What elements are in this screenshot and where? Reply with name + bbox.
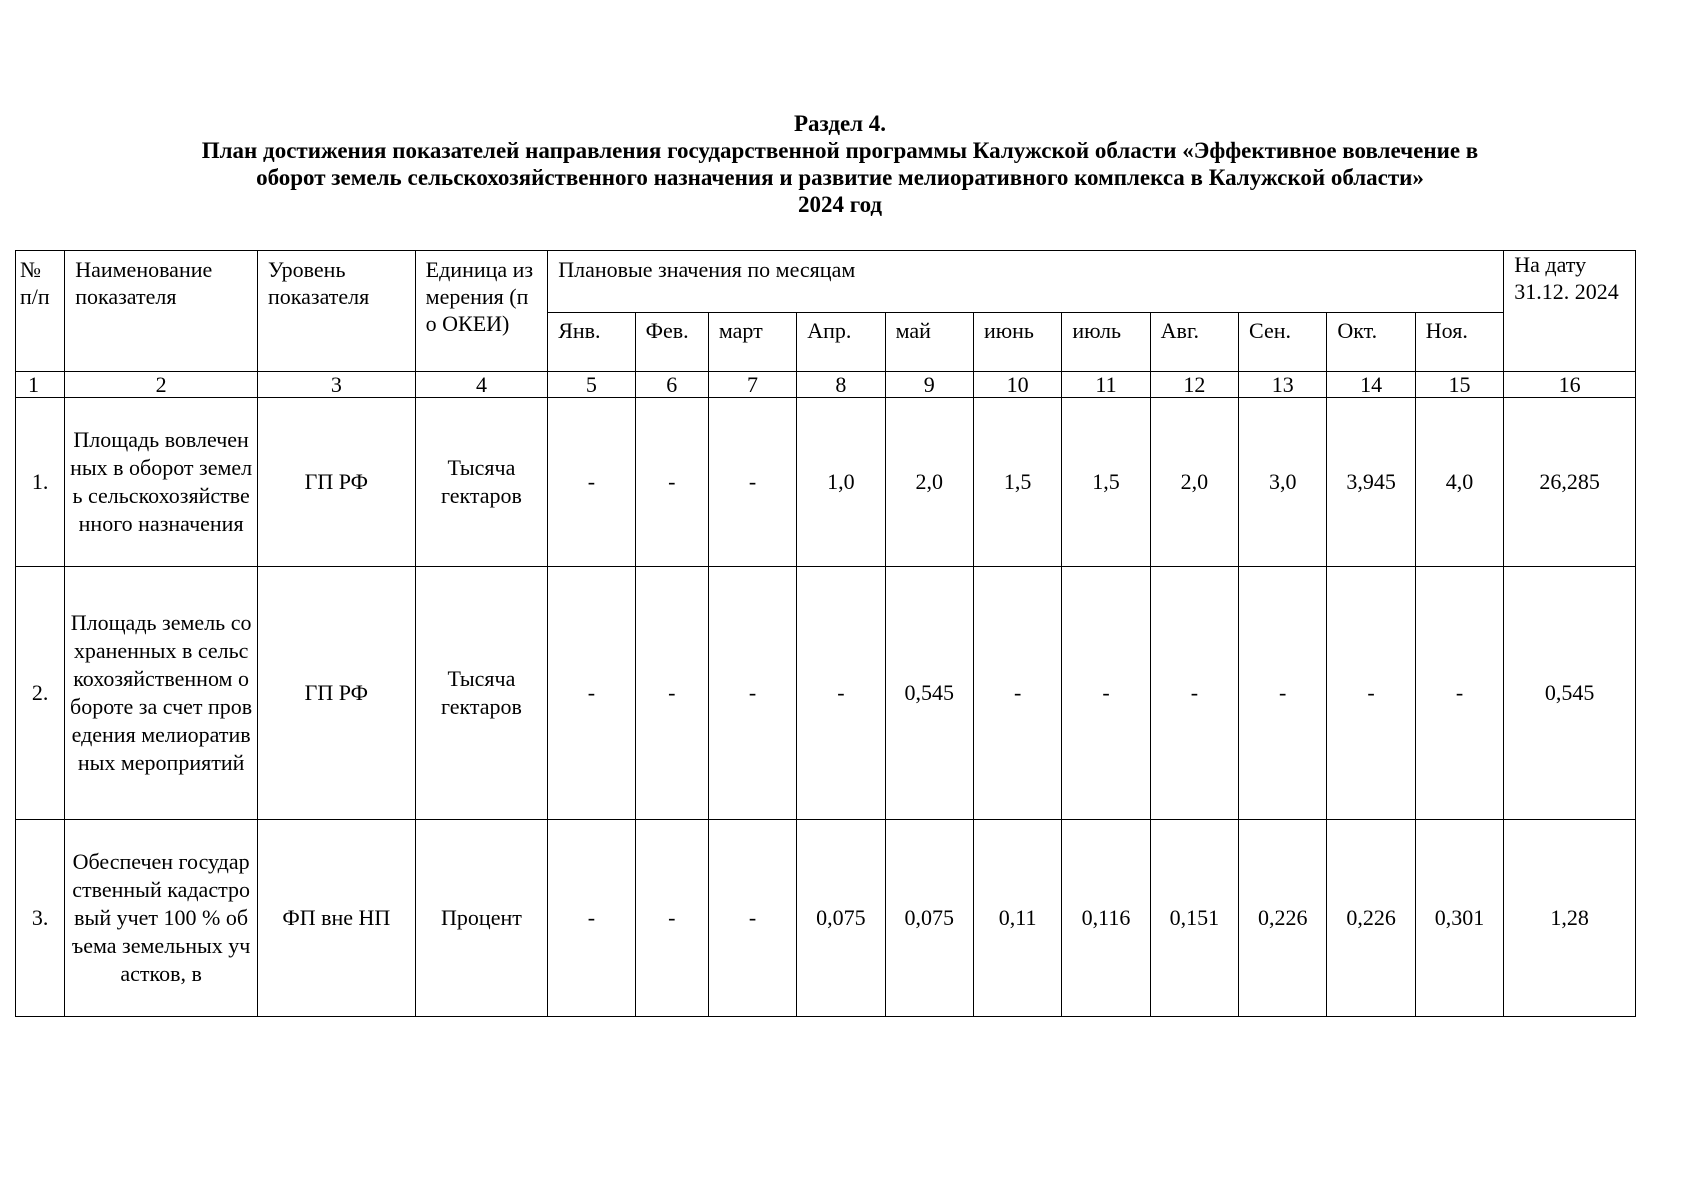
row-number: 1. [16,398,65,567]
month-header: март [708,313,796,372]
month-value: 1,5 [1062,398,1150,567]
indicator-level: ГП РФ [258,567,416,820]
indicator-name: Площадь вовлеченных в оборот земель сельскохозяйственного назначения [65,398,258,567]
column-number: 4 [415,372,548,398]
month-value: - [708,567,796,820]
column-number: 9 [885,372,973,398]
month-value: - [1062,567,1150,820]
indicator-unit: Процент [415,820,548,1017]
month-value: 0,075 [885,820,973,1017]
indicator-unit: Тысяча гектаров [415,567,548,820]
month-value: - [797,567,885,820]
indicator-name: Обеспечен государственный кадастровый учет 100 % объема земельных участков, в [65,820,258,1017]
month-value: 0,151 [1150,820,1238,1017]
month-value: 1,0 [797,398,885,567]
column-number: 16 [1504,372,1636,398]
month-value: - [635,567,708,820]
header-row [16,251,1636,313]
header-plan: Плановые значения по месяцам [548,251,1504,313]
indicator-level: ФП вне НП [258,820,416,1017]
plan-table [15,250,1636,1017]
table-row [16,567,1636,820]
row-number: 2. [16,567,65,820]
column-number: 14 [1327,372,1415,398]
column-number: 13 [1239,372,1327,398]
header-level: Уровень показателя [258,251,416,372]
month-header: Окт. [1327,313,1415,372]
column-number: 3 [258,372,416,398]
month-value: - [635,820,708,1017]
row-number: 3. [16,820,65,1017]
month-value: 2,0 [1150,398,1238,567]
month-value: - [1150,567,1238,820]
month-header: Фев. [635,313,708,372]
table-row [16,398,1636,567]
month-value: 0,11 [973,820,1061,1017]
month-value: - [548,398,635,567]
month-header: Янв. [548,313,635,372]
month-header: Апр. [797,313,885,372]
month-value: - [973,567,1061,820]
column-number: 2 [65,372,258,398]
plan-year: 2024 год [797,192,883,217]
month-header: Сен. [1239,313,1327,372]
month-header: Авг. [1150,313,1238,372]
total-value: 0,545 [1504,567,1636,820]
total-value: 1,28 [1504,820,1636,1017]
column-number: 10 [973,372,1061,398]
document-heading [40,110,1640,218]
column-number: 15 [1415,372,1504,398]
month-value: 1,5 [973,398,1061,567]
table-row [16,820,1636,1017]
month-header: май [885,313,973,372]
header-name: Наименование показателя [65,251,258,372]
column-number: 7 [708,372,796,398]
plan-title-line-1: План достижения показателей направления государственной программы Калужской области «Эффективное вовлечение в [201,138,1479,163]
column-number: 6 [635,372,708,398]
month-value: - [708,398,796,567]
header-date: На дату 31.12. 2024 [1504,251,1636,372]
total-value: 26,285 [1504,398,1636,567]
month-value: 0,075 [797,820,885,1017]
month-value: - [1327,567,1415,820]
column-number: 8 [797,372,885,398]
plan-title-line-2: оборот земель сельскохозяйственного назначения и развитие мелиоративного комплекса в Калужской области» [256,165,1424,190]
column-number: 5 [548,372,635,398]
header-unit: Единица измерения (по ОКЕИ) [415,251,548,372]
month-header: Ноя. [1415,313,1504,372]
month-value: - [548,820,635,1017]
column-numbers-row [16,372,1636,398]
month-value: 0,116 [1062,820,1150,1017]
indicator-name: Площадь земель сохраненных в сельскохозяйственном обороте за счет проведения мелиоративных мероприятий [65,567,258,820]
month-value: 3,0 [1239,398,1327,567]
column-number: 12 [1150,372,1238,398]
column-number: 1 [16,372,65,398]
header-num: № п/п [16,251,65,372]
month-value: - [1239,567,1327,820]
month-value: - [1415,567,1504,820]
month-value: 0,226 [1327,820,1415,1017]
month-value: 4,0 [1415,398,1504,567]
month-value: - [548,567,635,820]
month-value: - [708,820,796,1017]
month-value: 0,226 [1239,820,1327,1017]
column-number: 11 [1062,372,1150,398]
indicator-level: ГП РФ [258,398,416,567]
month-header: июль [1062,313,1150,372]
month-value: 0,301 [1415,820,1504,1017]
month-value: 3,945 [1327,398,1415,567]
section-title: Раздел 4. [793,111,887,136]
month-value: - [635,398,708,567]
month-value: 0,545 [885,567,973,820]
month-value: 2,0 [885,398,973,567]
indicator-unit: Тысяча гектаров [415,398,548,567]
month-header: июнь [973,313,1061,372]
